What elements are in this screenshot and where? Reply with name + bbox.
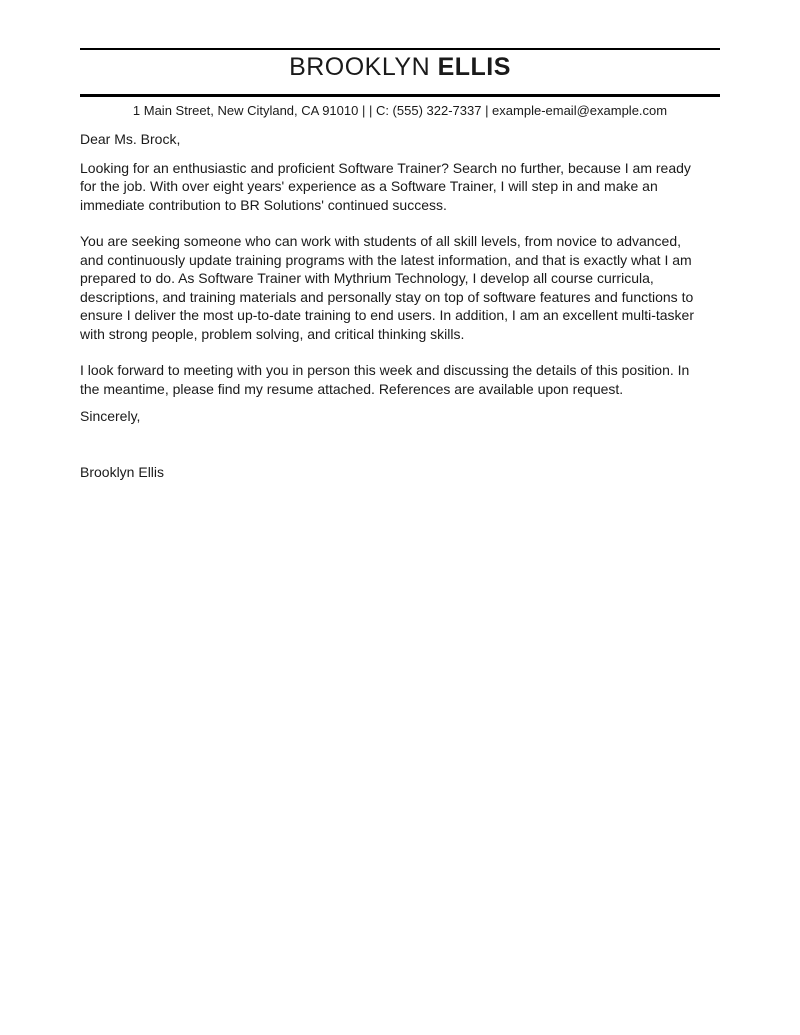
contact-line: 1 Main Street, New Cityland, CA 91010 | | C: (555) 322-7337 | example-email@example.com xyxy=(132,103,668,118)
salutation: Dear Ms. Brock, xyxy=(80,131,181,147)
header-last-name: ELLIS xyxy=(437,53,511,81)
letter-content xyxy=(80,48,720,481)
paragraph-intro: Looking for an enthusiastic and proficient Software Trainer? Search no further, because I am ready for the job. With over eight years' experience as a Software Trainer, I will step in and make an immediate contribution to BR Solutions' continued success. xyxy=(80,159,691,213)
closing: Sincerely, xyxy=(80,408,141,424)
paragraph-followup: I look forward to meeting with you in person this week and discussing the details of this position. In the meantime, please find my resume attached. References are available upon request. xyxy=(80,362,690,397)
letter-body xyxy=(80,130,720,481)
signature-name: Brooklyn Ellis xyxy=(80,463,165,480)
header-first-name: BROOKLYN xyxy=(289,53,431,81)
header-rule-bottom xyxy=(80,94,720,97)
page-title xyxy=(80,50,720,94)
paragraph-qualifications: You are seeking someone who can work with students of all skill levels, from novice to advanced, and continuously update training programs with the latest information, and that is exactly what I am prepared to do. As Software Trainer with Mythrium Technology, I develop all course curricula, descriptions, and training materials and personally stay on top of software features and functions to ensure I deliver the most up-to-date training to end users. In addition, I am an excellent multi-tasker with strong people, problem solving, and critical thinking skills. xyxy=(80,233,694,342)
